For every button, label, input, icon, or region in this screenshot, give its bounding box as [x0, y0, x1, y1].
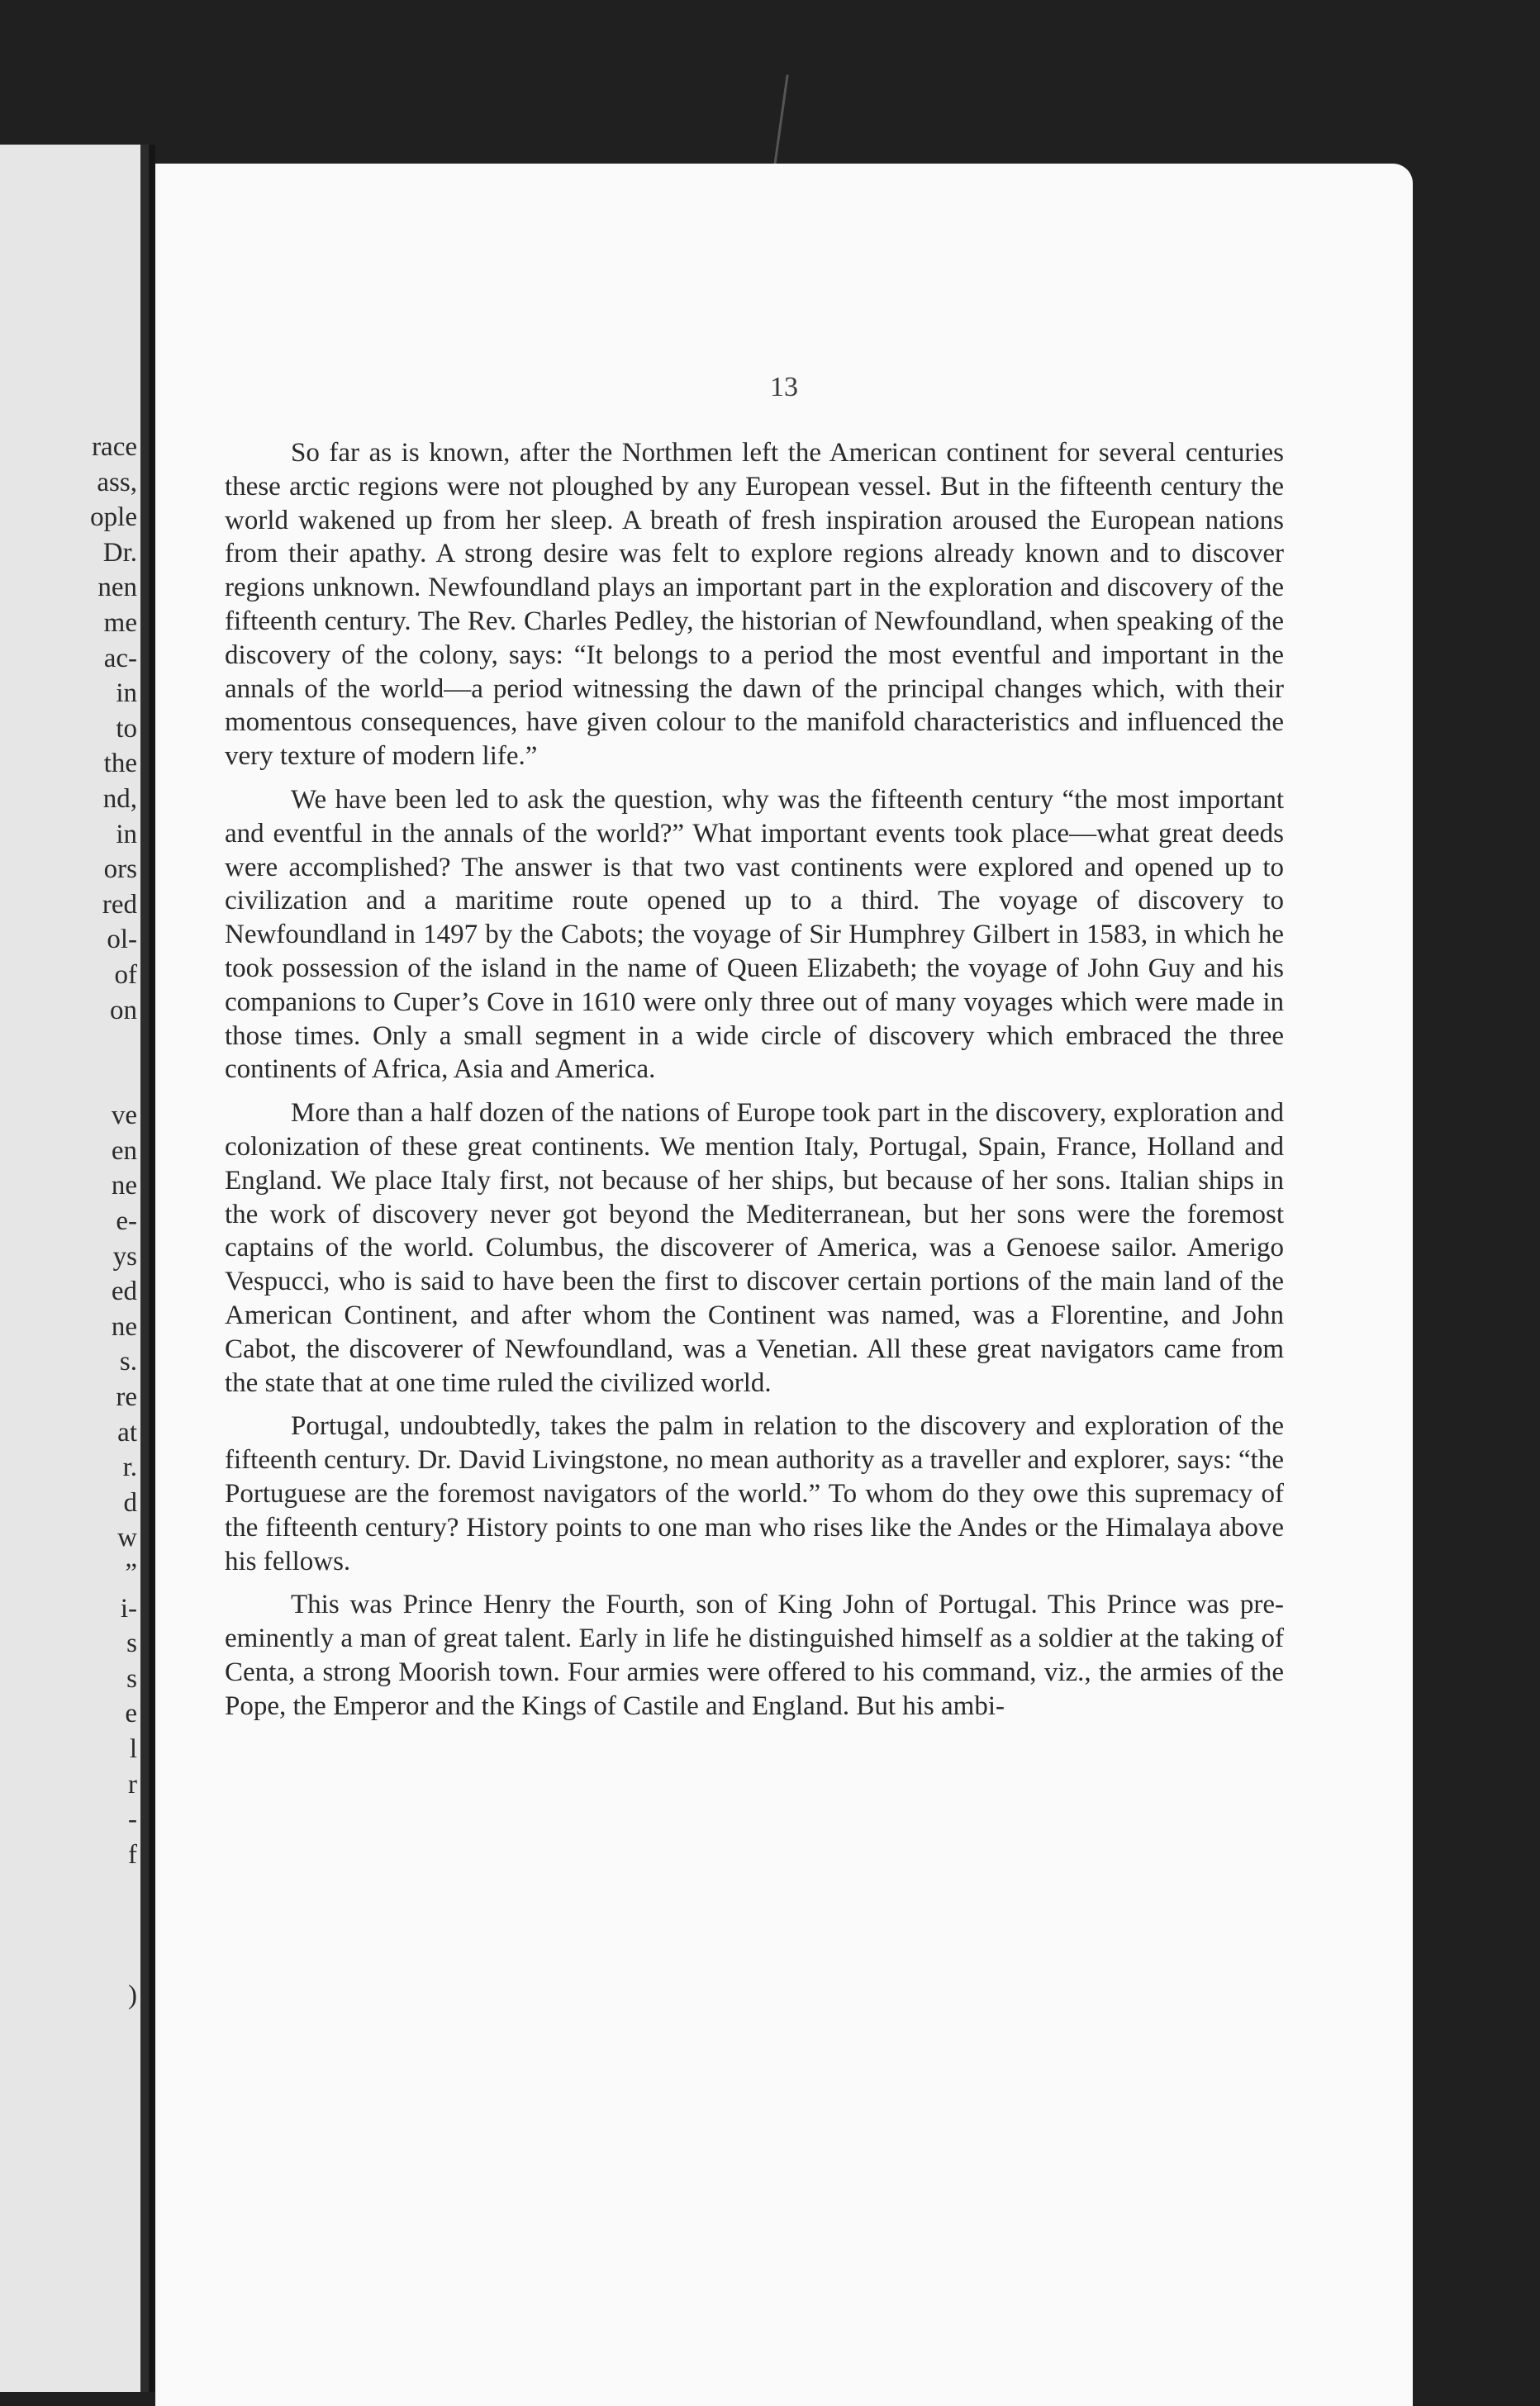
facing-line: w [117, 1523, 137, 1553]
facing-line [90, 1908, 137, 1943]
facing-line: to [116, 713, 137, 744]
paragraph: We have been led to ask the question, why was the fifteenth century “the most important and eventful in the annals of the world?” What important events took place—what great deeds were accomplished? The answer is that two vast continents were explored and opened up to civilization and a maritime route opened up to a third. The voyage of discovery to Newfoundland in 1497 by the Cabots; the voyage of Sir Humphrey Gilbert in 1583, in which he took possession of the island in the name of Queen Elizabeth; the voyage of John Guy and his companions to Cuper’s Cove in 1610 were only three out of many voyages which were made in those times. Only a small segment in a wide circle of discovery which embraced the three continents of Africa, Asia and America. [225, 784, 1284, 1085]
facing-page [0, 145, 149, 2392]
facing-line: r. [122, 1453, 137, 1483]
facing-line: ople [90, 502, 137, 533]
facing-line: ve [111, 1101, 137, 1131]
paragraph: So far as is known, after the Northmen left the American continent for several centuries these arctic regions were not ploughed by any European vessel. But in the fifteenth century the world wakened up from her sleep. A breath of fresh inspiration aroused the European nations from their apathy. A strong desire was felt to explore regions already known and to discover regions unknown. Newfoundland plays an important part in the exploration and discovery of the fifteenth century. The Rev. Charles Pedley, the historian of Newfoundland, when speaking of the discovery of the colony, says: “It belongs to a period the most eventful and important in the annals of the world—a period witnessing the dawn of the principal changes which, with their momentous consequences, have given colour to the manifold characteristics and influenced the very texture of modern life.” [225, 438, 1284, 772]
facing-page-text [90, 430, 137, 2014]
facing-line [90, 1063, 137, 1099]
facing-line: in [116, 678, 137, 709]
facing-line: nen [97, 573, 137, 603]
facing-line: s. [119, 1347, 137, 1377]
stray-mark [773, 74, 788, 164]
facing-line: ed [111, 1277, 137, 1307]
facing-line: e [125, 1699, 137, 1729]
facing-line: - [128, 1804, 137, 1835]
facing-line: s [126, 1629, 137, 1659]
page-body [225, 436, 1284, 1733]
page-number: 13 [770, 372, 798, 402]
facing-line: ac- [103, 643, 137, 673]
paragraph: More than a half dozen of the nations of Europe took part in the discovery, exploration and colonization of these great continents. We mention Italy, Portugal, Spain, France, Holland and England. We place Italy first, not because of her ships, but because of her sons. Italian ships in the work of discovery never got beyond the Mediterranean, but her sons were the foremost captains of the world. Columbus, the discoverer of America, was a Genoese sailor. Amerigo Vespucci, who is said to have been the first to discover certain portions of the main land of the American Continent, and after whom the Continent was named, was a Florentine, and John Cabot, the discoverer of Newfoundland, was a Venetian. All these great navigators came from the state that at one time ruled the civilized world. [225, 1098, 1284, 1398]
facing-line: ) [128, 1980, 137, 2011]
facing-line: in [116, 819, 137, 849]
facing-line: e- [116, 1206, 137, 1237]
paragraph: This was Prince Henry the Fourth, son of King John of Portugal. This Prince was pre-eminently a man of great talent. Early in life he distinguished himself as a soldier at the taking of Centa, a strong Moorish town. Four armies were offered to his command, viz., the armies of the Pope, the Emperor and the Kings of Castile and England. But his ambi- [225, 1590, 1284, 1721]
facing-line: d [123, 1487, 137, 1518]
facing-line: ass, [97, 467, 137, 497]
book-page [155, 164, 1413, 2406]
facing-line: ol- [107, 925, 137, 955]
facing-line: r [128, 1769, 137, 1800]
facing-line: me [103, 607, 137, 638]
facing-line: Dr. [102, 537, 137, 568]
facing-line: ne [111, 1171, 137, 1201]
facing-line: en [111, 1135, 137, 1166]
facing-line: ” [125, 1558, 137, 1588]
facing-line: the [103, 749, 137, 779]
facing-line: ne [111, 1311, 137, 1342]
facing-line: re [116, 1382, 137, 1413]
facing-line: at [117, 1417, 137, 1448]
facing-line: s [126, 1663, 137, 1694]
facing-line: ys [112, 1241, 137, 1272]
facing-line [90, 1943, 137, 1979]
facing-line: of [114, 959, 137, 990]
facing-line: nd, [102, 783, 137, 814]
facing-line [90, 1028, 137, 1063]
book-gutter [149, 145, 155, 2392]
facing-line: f [128, 1839, 137, 1870]
facing-line: race [92, 432, 137, 462]
facing-line: ors [103, 854, 137, 885]
facing-line: on [110, 995, 137, 1025]
facing-line: red [102, 889, 137, 920]
facing-line: i- [120, 1593, 137, 1624]
facing-line [90, 1872, 137, 1908]
paragraph: Portugal, undoubtedly, takes the palm in relation to the discovery and exploration of the fifteenth century. Dr. David Livingstone, no mean authority as a traveller and explorer, says: “the Portuguese are the foremost navigators of the world.” To whom do they owe this supremacy of the fifteenth century? History points to one man who rises like the Andes or the Himalaya above his fellows. [225, 1411, 1284, 1576]
facing-line: l [129, 1733, 137, 1764]
